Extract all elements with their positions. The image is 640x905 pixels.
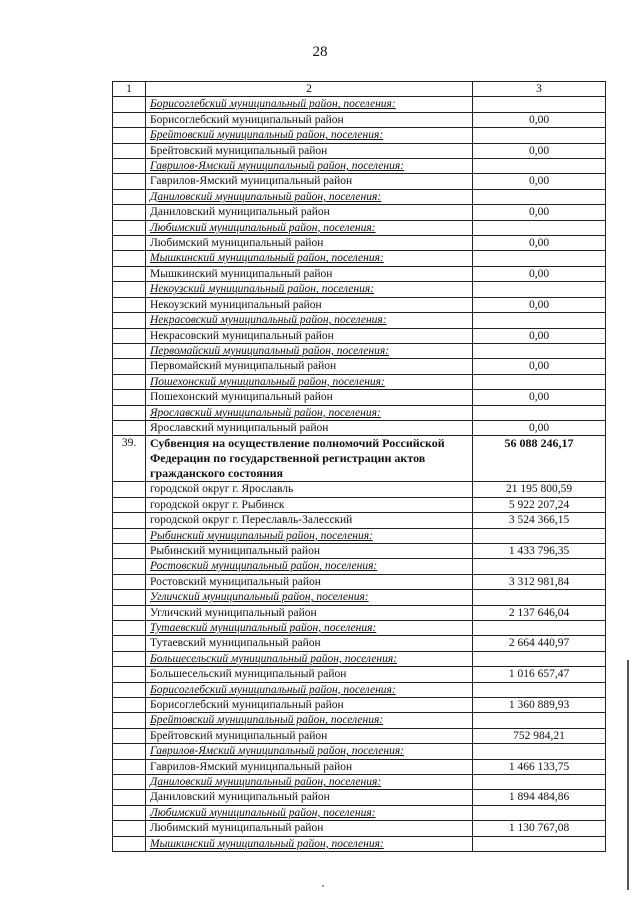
- amount-value: 1 894 484,86: [473, 790, 606, 805]
- amount-value: 1 466 133,75: [473, 759, 606, 774]
- subheading-row: [113, 559, 606, 574]
- subheading-row: [113, 836, 606, 851]
- district-subheading: Мышкинский муниципальный район, поселения:: [146, 251, 473, 266]
- subheading-row: [113, 128, 606, 143]
- amount-value: 1 016 657,47: [473, 667, 606, 682]
- district-subheading: Ростовский муниципальный район, поселения:: [146, 559, 473, 574]
- table-row: [113, 174, 606, 189]
- subheading-row: [113, 775, 606, 790]
- row-number: [113, 836, 146, 851]
- table-row: [113, 420, 606, 435]
- row-number: [113, 621, 146, 636]
- amount-value: [473, 590, 606, 605]
- amount-value: [473, 374, 606, 389]
- row-number: [113, 805, 146, 820]
- subheading-row: [113, 251, 606, 266]
- district-name: Пошехонский муниципальный район: [146, 390, 473, 405]
- header-col-3: 3: [473, 82, 606, 97]
- row-number: [113, 282, 146, 297]
- table-row: [113, 359, 606, 374]
- row-number: [113, 374, 146, 389]
- row-number: [113, 574, 146, 589]
- amount-value: 0,00: [473, 420, 606, 435]
- section-row: [113, 436, 606, 482]
- amount-value: 3 312 981,84: [473, 574, 606, 589]
- row-number: [113, 698, 146, 713]
- district-subheading: Тутаевский муниципальный район, поселения:: [146, 621, 473, 636]
- subheading-row: [113, 313, 606, 328]
- row-number: [113, 543, 146, 558]
- amount-value: 0,00: [473, 359, 606, 374]
- row-number: [113, 713, 146, 728]
- section-title: Субвенция на осуществление полномочий Российской Федерации по государственной регистрации актов гражданского состояния: [146, 436, 473, 482]
- district-name: Даниловский муниципальный район: [146, 205, 473, 220]
- row-number: [113, 420, 146, 435]
- amount-value: [473, 682, 606, 697]
- amount-value: [473, 159, 606, 174]
- subheading-row: [113, 744, 606, 759]
- amount-value: 1 433 796,35: [473, 543, 606, 558]
- subheading-row: [113, 713, 606, 728]
- row-number: 39.: [113, 436, 146, 482]
- row-number: [113, 744, 146, 759]
- amount-value: 0,00: [473, 236, 606, 251]
- district-name: Большесельский муниципальный район: [146, 667, 473, 682]
- row-number: [113, 236, 146, 251]
- district-subheading: Угличский муниципальный район, поселения:: [146, 590, 473, 605]
- amount-value: 2 137 646,04: [473, 605, 606, 620]
- amount-value: [473, 805, 606, 820]
- subheading-row: [113, 159, 606, 174]
- table-row: [113, 667, 606, 682]
- budget-table-body: [113, 82, 606, 852]
- row-number: [113, 143, 146, 158]
- subheading-row: [113, 805, 606, 820]
- district-name: Борисоглебский муниципальный район: [146, 698, 473, 713]
- district-name: Ростовский муниципальный район: [146, 574, 473, 589]
- district-subheading: Гаврилов-Ямский муниципальный район, поселения:: [146, 159, 473, 174]
- row-number: [113, 359, 146, 374]
- amount-value: 0,00: [473, 205, 606, 220]
- table-row: [113, 759, 606, 774]
- district-subheading: Некрасовский муниципальный район, поселения:: [146, 313, 473, 328]
- subheading-row: [113, 528, 606, 543]
- table-row: [113, 728, 606, 743]
- header-col-2: 2: [146, 82, 473, 97]
- amount-value: [473, 713, 606, 728]
- district-name: городской округ г. Переславль-Залесский: [146, 513, 473, 528]
- table-row: [113, 821, 606, 836]
- row-number: [113, 297, 146, 312]
- subheading-row: [113, 651, 606, 666]
- table-row: [113, 205, 606, 220]
- table-row: [113, 513, 606, 528]
- amount-value: [473, 343, 606, 358]
- row-number: [113, 266, 146, 281]
- amount-value: [473, 251, 606, 266]
- table-row: [113, 543, 606, 558]
- amount-value: 3 524 366,15: [473, 513, 606, 528]
- district-name: Гаврилов-Ямский муниципальный район: [146, 174, 473, 189]
- district-name: Любимский муниципальный район: [146, 236, 473, 251]
- district-subheading: Борисоглебский муниципальный район, поселения:: [146, 682, 473, 697]
- district-name: городской округ г. Рыбинск: [146, 497, 473, 512]
- amount-value: 2 664 440,97: [473, 636, 606, 651]
- table-row: [113, 482, 606, 497]
- table-row: [113, 497, 606, 512]
- amount-value: [473, 220, 606, 235]
- district-name: Угличский муниципальный район: [146, 605, 473, 620]
- table-row: [113, 636, 606, 651]
- amount-value: [473, 128, 606, 143]
- row-number: [113, 497, 146, 512]
- table-row: [113, 266, 606, 281]
- district-subheading: Пошехонский муниципальный район, поселения:: [146, 374, 473, 389]
- subheading-row: [113, 220, 606, 235]
- district-name: Рыбинский муниципальный район: [146, 543, 473, 558]
- row-number: [113, 189, 146, 204]
- amount-value: 0,00: [473, 112, 606, 127]
- amount-value: 56 088 246,17: [473, 436, 606, 482]
- district-name: Мышкинский муниципальный район: [146, 266, 473, 281]
- district-subheading: Даниловский муниципальный район, поселения:: [146, 189, 473, 204]
- amount-value: [473, 621, 606, 636]
- district-subheading: Рыбинский муниципальный район, поселения:: [146, 528, 473, 543]
- district-subheading: Любимский муниципальный район, поселения:: [146, 220, 473, 235]
- row-number: [113, 159, 146, 174]
- row-number: [113, 482, 146, 497]
- amount-value: 0,00: [473, 328, 606, 343]
- table-header-row: [113, 82, 606, 97]
- district-name: Брейтовский муниципальный район: [146, 728, 473, 743]
- table-row: [113, 143, 606, 158]
- district-subheading: Борисоглебский муниципальный район, поселения:: [146, 97, 473, 112]
- district-name: городской округ г. Ярославль: [146, 482, 473, 497]
- table-row: [113, 790, 606, 805]
- page-number: 28: [312, 44, 328, 60]
- row-number: [113, 605, 146, 620]
- row-number: [113, 682, 146, 697]
- amount-value: 0,00: [473, 174, 606, 189]
- amount-value: 0,00: [473, 390, 606, 405]
- row-number: [113, 790, 146, 805]
- subheading-row: [113, 343, 606, 358]
- district-name: Некрасовский муниципальный район: [146, 328, 473, 343]
- row-number: [113, 759, 146, 774]
- district-subheading: Первомайский муниципальный район, поселения:: [146, 343, 473, 358]
- row-number: [113, 651, 146, 666]
- amount-value: [473, 282, 606, 297]
- scan-dot: [322, 885, 324, 887]
- district-name: Первомайский муниципальный район: [146, 359, 473, 374]
- table-row: [113, 236, 606, 251]
- table-row: [113, 698, 606, 713]
- row-number: [113, 128, 146, 143]
- subheading-row: [113, 621, 606, 636]
- row-number: [113, 528, 146, 543]
- district-subheading: Даниловский муниципальный район, поселения:: [146, 775, 473, 790]
- amount-value: 0,00: [473, 297, 606, 312]
- district-name: Брейтовский муниципальный район: [146, 143, 473, 158]
- row-number: [113, 112, 146, 127]
- district-name: Любимский муниципальный район: [146, 821, 473, 836]
- row-number: [113, 174, 146, 189]
- subheading-row: [113, 97, 606, 112]
- row-number: [113, 405, 146, 420]
- district-subheading: Некоузский муниципальный район, поселения:: [146, 282, 473, 297]
- row-number: [113, 97, 146, 112]
- amount-value: 21 195 800,59: [473, 482, 606, 497]
- page-edge-mark: [627, 660, 629, 890]
- row-number: [113, 728, 146, 743]
- table-row: [113, 574, 606, 589]
- amount-value: [473, 775, 606, 790]
- table-row: [113, 297, 606, 312]
- district-name: Некоузский муниципальный район: [146, 297, 473, 312]
- district-name: Борисоглебский муниципальный район: [146, 112, 473, 127]
- district-subheading: Мышкинский муниципальный район, поселения:: [146, 836, 473, 851]
- district-subheading: Брейтовский муниципальный район, поселения:: [146, 713, 473, 728]
- table-row: [113, 328, 606, 343]
- row-number: [113, 343, 146, 358]
- subheading-row: [113, 374, 606, 389]
- amount-value: [473, 559, 606, 574]
- row-number: [113, 559, 146, 574]
- amount-value: 1 360 889,93: [473, 698, 606, 713]
- subheading-row: [113, 590, 606, 605]
- amount-value: [473, 651, 606, 666]
- amount-value: [473, 189, 606, 204]
- amount-value: 752 984,21: [473, 728, 606, 743]
- district-subheading: Большесельский муниципальный район, поселения:: [146, 651, 473, 666]
- row-number: [113, 821, 146, 836]
- district-name: Тутаевский муниципальный район: [146, 636, 473, 651]
- district-name: Даниловский муниципальный район: [146, 790, 473, 805]
- amount-value: 0,00: [473, 266, 606, 281]
- district-name: Гаврилов-Ямский муниципальный район: [146, 759, 473, 774]
- amount-value: [473, 836, 606, 851]
- row-number: [113, 590, 146, 605]
- district-subheading: Брейтовский муниципальный район, поселения:: [146, 128, 473, 143]
- row-number: [113, 328, 146, 343]
- row-number: [113, 220, 146, 235]
- subheading-row: [113, 405, 606, 420]
- district-subheading: Любимский муниципальный район, поселения:: [146, 805, 473, 820]
- amount-value: 0,00: [473, 143, 606, 158]
- district-subheading: Гаврилов-Ямский муниципальный район, поселения:: [146, 744, 473, 759]
- table-row: [113, 112, 606, 127]
- subheading-row: [113, 189, 606, 204]
- row-number: [113, 513, 146, 528]
- row-number: [113, 775, 146, 790]
- table-row: [113, 390, 606, 405]
- subheading-row: [113, 682, 606, 697]
- amount-value: 5 922 207,24: [473, 497, 606, 512]
- header-col-1: 1: [113, 82, 146, 97]
- row-number: [113, 667, 146, 682]
- amount-value: [473, 97, 606, 112]
- amount-value: [473, 405, 606, 420]
- table-row: [113, 605, 606, 620]
- amount-value: [473, 313, 606, 328]
- amount-value: [473, 744, 606, 759]
- district-name: Ярославский муниципальный район: [146, 420, 473, 435]
- row-number: [113, 251, 146, 266]
- district-subheading: Ярославский муниципальный район, поселения:: [146, 405, 473, 420]
- subheading-row: [113, 282, 606, 297]
- row-number: [113, 313, 146, 328]
- row-number: [113, 390, 146, 405]
- row-number: [113, 636, 146, 651]
- budget-table: [112, 81, 606, 852]
- amount-value: [473, 528, 606, 543]
- row-number: [113, 205, 146, 220]
- amount-value: 1 130 767,08: [473, 821, 606, 836]
